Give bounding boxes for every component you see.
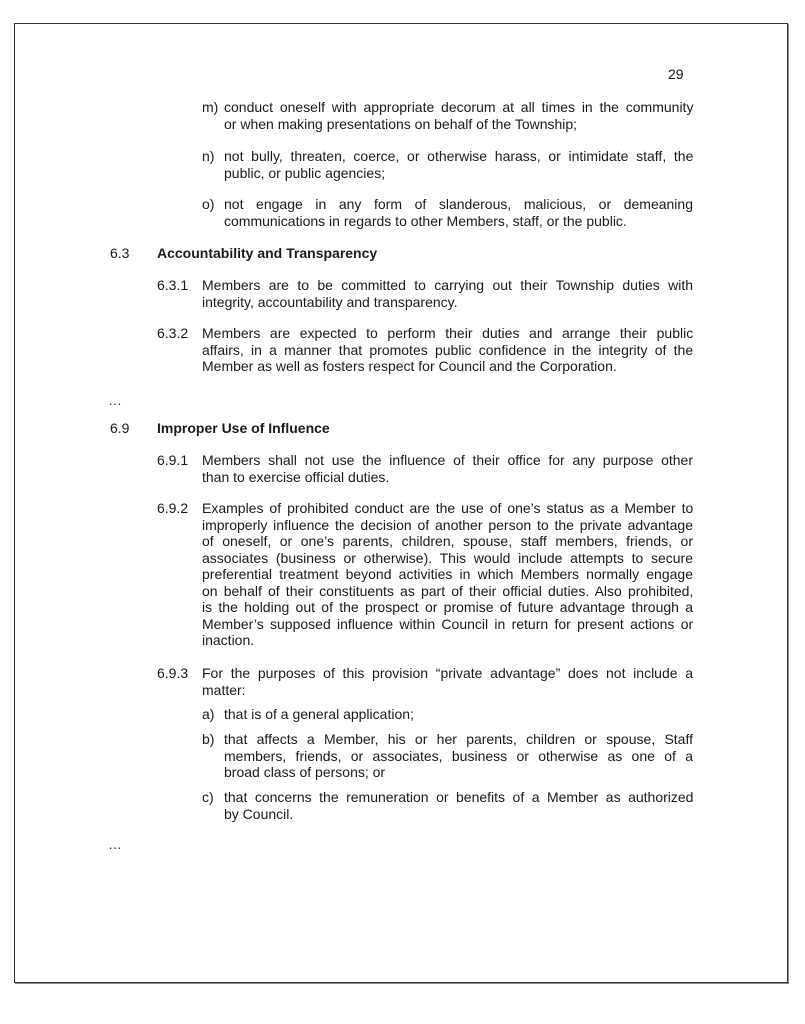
text-line: or when making presentations on behalf of the Township; [224, 115, 578, 132]
sublist-item-c [224, 789, 693, 822]
section-heading: Improper Use of Influence [157, 420, 330, 436]
text-line: than to exercise official duties. [202, 468, 390, 485]
text-line: public, or public agencies; [224, 164, 386, 181]
text-line: affairs, in a manner that promotes public confidence in the integrity of the [202, 341, 694, 358]
text-line: Examples of prohibited conduct are the use of one’s status as a Member to [202, 500, 694, 516]
clause-6-9-3 [202, 665, 693, 698]
clause-number: 6.3.1 [157, 277, 189, 293]
sublist-label-b: b) [202, 731, 215, 747]
section-number: 6.9 [110, 420, 130, 436]
list-label-o: o) [202, 196, 215, 212]
text-line: by Council. [224, 805, 294, 822]
clause-number: 6.9.1 [157, 452, 189, 468]
page-number: 29 [668, 66, 684, 82]
text-line: on behalf of their constituents as part of their official duties. Also prohibited, [202, 582, 694, 599]
text-line: that is of a general application; [224, 706, 414, 722]
text-line: that affects a Member, his or her parents, children or spouse, Staff [224, 731, 693, 747]
clause-6-3-1 [202, 277, 693, 310]
text-line: inaction. [202, 632, 255, 648]
sublist-item-a [224, 706, 693, 723]
clause-6-9-1 [202, 452, 693, 485]
sublist-label-c: c) [202, 789, 214, 805]
text-line: not engage in any form of slanderous, malicious, or demeaning [224, 196, 693, 212]
text-line: members, friends, or associates, business or otherwise as one of a [224, 747, 693, 764]
text-line: improperly influence the decision of another person to the private advantage [202, 516, 693, 533]
text-line: conduct oneself with appropriate decorum at all times in the community [224, 99, 694, 115]
section-heading: Accountability and Transparency [157, 245, 378, 261]
text-line: of oneself, or one’s parents, children, spouse, staff members, friends, or [202, 533, 693, 549]
text-line: For the purposes of this provision “private advantage” does not include a [202, 665, 694, 681]
clause-number: 6.9.3 [157, 665, 189, 681]
text-line: not bully, threaten, coerce, or otherwise harass, or intimidate staff, the [224, 148, 694, 164]
list-label-n: n) [202, 148, 215, 164]
text-line: associates (business or otherwise). This would include attempts to secure [202, 549, 693, 566]
sublist-label-a: a) [202, 706, 215, 722]
clause-number: 6.3.2 [157, 325, 189, 341]
text-line: preferential treatment beyond activities in which Members normally engage [202, 566, 693, 582]
list-item-o [224, 196, 693, 229]
text-line: broad class of persons; or [224, 764, 386, 780]
list-item-n [224, 148, 693, 181]
section-number: 6.3 [110, 245, 130, 261]
sublist-item-b [224, 731, 693, 781]
clause-6-9-2 [202, 500, 693, 649]
text-line: Member’s supposed influence within Council in return for present actions or [202, 615, 694, 632]
text-line: Member as well as fosters respect for Council and the Corporation. [202, 358, 617, 374]
ellipsis: … [108, 836, 122, 852]
text-line: Members are expected to perform their duties and arrange their public [202, 325, 694, 341]
ellipsis: … [108, 392, 122, 408]
text-line: integrity, accountability and transparency. [202, 293, 458, 310]
clause-number: 6.9.2 [157, 500, 189, 516]
list-item-m [224, 99, 693, 132]
text-line: is the holding out of the prospect or promise of future advantage through a [202, 599, 693, 615]
text-line: that concerns the remuneration or benefits of a Member as authorized [224, 789, 694, 805]
text-line: matter: [202, 681, 246, 698]
clause-6-3-2 [202, 325, 693, 375]
text-line: Members shall not use the influence of their office for any purpose other [202, 452, 693, 468]
text-line: communications in regards to other Members, staff, or the public. [224, 212, 627, 229]
list-label-m: m) [202, 99, 219, 115]
text-line: Members are to be committed to carrying out their Township duties with [202, 277, 693, 293]
